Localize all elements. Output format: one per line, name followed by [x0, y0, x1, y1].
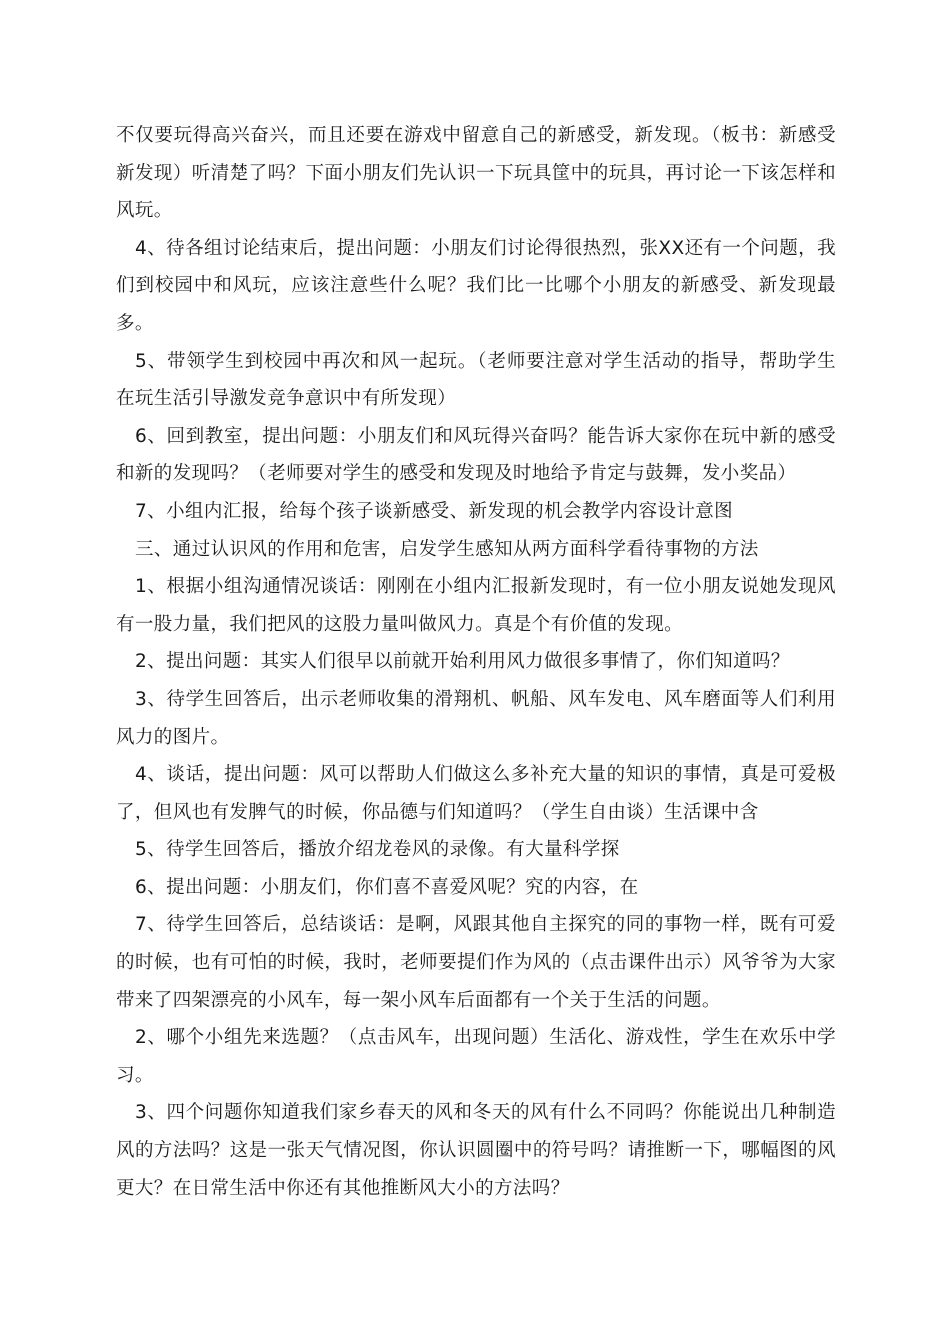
paragraph-14: 2、哪个小组先来选题？（点击风车，出现问题）生活化、游戏性，学生在欢乐中学习。: [116, 1027, 836, 1086]
paragraph-8: 2、提出问题：其实人们很早以前就开始利用风力做很多事情了，你们知道吗？: [135, 651, 790, 673]
paragraph-9: 3、待学生回答后，出示老师收集的滑翔机、帆船、风车发电、风车磨面等人们利用风力的图片。: [116, 688, 836, 748]
section-heading-3: 三、通过认识风的作用和危害，启发学生感知从两方面科学看待事物的方法: [135, 538, 759, 560]
paragraph-7: 1、根据小组沟通情况谈话：刚刚在小组内汇报新发现时，有一位小朋友说她发现风有一股力量，我们把风的这股力量叫做风力。真是个有价值的发现。: [116, 576, 836, 635]
paragraph-3: 5、带领学生到校园中再次和风一起玩。（老师要注意对学生活动的指导，帮助学生在玩生活引导激发竞争意识中有所发现）: [116, 350, 836, 410]
paragraph-11: 5、待学生回答后，播放介绍龙卷风的录像。有大量科学探: [135, 839, 620, 861]
paragraph-10: 4、谈话，提出问题：风可以帮助人们做这么多补充大量的知识的事情，真是可爱极了，但风也有发脾气的时候，你品德与们知道吗？（学生自由谈）生活课中含: [116, 764, 836, 823]
paragraph-13: 7、待学生回答后，总结谈话：是啊，风跟其他自主探究的同的事物一样，既有可爱的时候，也有可怕的时候，我时，老师要提们作为风的（点击课件出示）风爷爷为大家带来了四架漂亮的小风车，每一架小风车后面都有一个关于生活的问题。: [116, 914, 836, 1011]
paragraph-15: 3、四个问题你知道我们家乡春天的风和冬天的风有什么不同吗？你能说出几种制造风的方法吗？这是一张天气情况图，你认识圆圈中的符号吗？请推断一下，哪幅图的风更大？在日常生活中你还有其他推断风大小的方法吗？: [116, 1102, 836, 1199]
paragraph-4: 6、回到教室，提出问题：小朋友们和风玩得兴奋吗？能告诉大家你在玩中新的感受和新的发现吗？（老师要对学生的感受和发现及时地给予肯定与鼓舞，发小奖品）: [116, 425, 836, 485]
paragraph-1: 不仅要玩得高兴奋兴，而且还要在游戏中留意自己的新感受，新发现。（板书：新感受新发现）听清楚了吗？下面小朋友们先认识一下玩具筐中的玩具，再讨论一下该怎样和风玩。: [116, 125, 836, 222]
paragraph-5: 7、小组内汇报，给每个孩子谈新感受、新发现的机会教学内容设计意图: [135, 500, 734, 522]
document-page: [116, 117, 836, 1207]
paragraph-2: 4、待各组讨论结束后，提出问题：小朋友们讨论得很热烈，张XX还有一个问题，我们到校园中和风玩，应该注意些什么呢？我们比一比哪个小朋友的新感受、新发现最多。: [116, 237, 836, 334]
paragraph-12: 6、提出问题：小朋友们，你们喜不喜爱风呢？究的内容，在: [135, 876, 639, 898]
